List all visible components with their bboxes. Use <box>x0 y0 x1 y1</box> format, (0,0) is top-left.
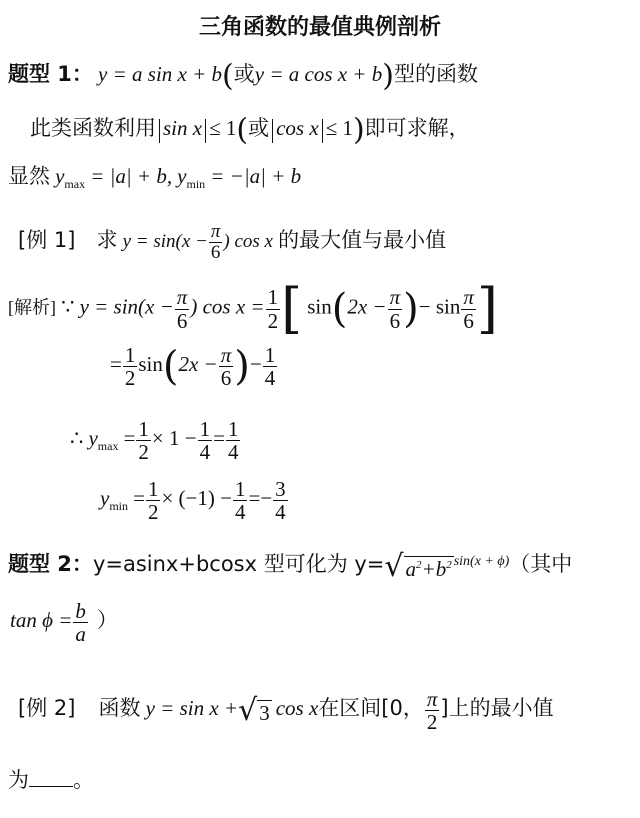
one-half: $\frac{1}{2}$ <box>147 477 159 525</box>
type1-or2: 或 <box>248 116 270 140</box>
ymin-rhs: × (−1) − <box>161 486 232 511</box>
example2-label: [例 2] <box>18 696 76 721</box>
example2-line2 <box>8 764 94 794</box>
abs-bar <box>322 119 323 143</box>
right-paren: ) <box>403 286 419 332</box>
minus-sin: − sin <box>418 294 461 319</box>
left-bracket: [ <box>281 277 303 340</box>
ymin-equation: = −|a| + b <box>210 164 302 188</box>
abs-cos: cos x <box>276 116 319 140</box>
solution-label: [解析] <box>8 297 56 318</box>
period: 。 <box>73 768 94 792</box>
minus: − <box>260 486 273 511</box>
pi-over-6: $\frac{\pi}{6}$ <box>176 285 188 333</box>
type2-text-pre: y=asinx+bcosx 型可化为 y= <box>92 552 385 576</box>
type1-line2-post: 即可求解， <box>364 116 470 140</box>
example2-question <box>18 688 554 733</box>
sin-phi: sin(x + ϕ) <box>453 554 510 569</box>
right-paren: ) <box>352 112 365 148</box>
interval-pre: 在区间[0， <box>318 696 424 721</box>
sin-word: sin <box>138 352 163 377</box>
one-quarter: $\frac{1}{4}$ <box>234 477 246 525</box>
equals: = <box>248 486 261 511</box>
therefore-symbol: ∴ <box>70 426 84 451</box>
left-paren: ( <box>236 112 249 148</box>
sqrt-3: √ 3 <box>238 692 270 728</box>
example1-label: [例 1] <box>18 227 76 252</box>
type1-line3-pre: 显然 <box>8 164 50 188</box>
abs-bar <box>159 119 160 143</box>
three-quarters: $\frac{3}{4}$ <box>275 477 286 525</box>
one-half: $\frac{1}{2}$ <box>124 343 136 391</box>
eq1-left: y = sin(x − <box>79 294 174 319</box>
y-min: $y_{min}$ <box>100 486 128 514</box>
type2-label: 题型 2： <box>8 552 93 576</box>
type2-text-post: （其中 <box>509 552 573 576</box>
left-paren: ( <box>222 58 234 94</box>
abs-sin: sin x <box>163 116 203 140</box>
ymax-rhs: × 1 − <box>151 426 197 451</box>
one-quarter: $\frac{1}{4}$ <box>264 343 276 391</box>
type1-formula-a: y = a sin x + b <box>98 62 223 86</box>
type1-heading <box>8 58 478 92</box>
example1-ask: 求 <box>96 227 118 252</box>
equals: = <box>213 426 225 451</box>
type2-heading <box>8 548 572 582</box>
pi-over-6: $\frac{\pi}{6}$ <box>220 343 232 391</box>
solution-ymax <box>70 418 241 463</box>
example1-fn-left: y = sin(x − <box>122 230 208 252</box>
abs-bar <box>272 119 273 143</box>
pi-over-6: $\frac{\pi}{6}$ <box>389 285 401 333</box>
type1-suffix: 型的函数 <box>393 62 478 86</box>
sqrt-a2-b2: √ $a^2+b^2$ <box>384 548 452 584</box>
type1-line2-pre: 此类函数利用 <box>30 116 156 140</box>
one-quarter: $\frac{1}{4}$ <box>199 417 211 465</box>
one-quarter: $\frac{1}{4}$ <box>227 417 239 465</box>
le-one: ≤ 1 <box>209 116 237 140</box>
b-over-a: $\frac{b}{a}$ <box>75 599 86 647</box>
answer-blank[interactable] <box>29 768 73 787</box>
two-x: 2x − <box>178 352 218 377</box>
example1-ask-post: 的最大值与最小值 <box>278 227 447 252</box>
type1-label: 题型 1： <box>8 62 93 86</box>
y-max: $y_{max}$ <box>88 426 119 454</box>
ymax-equation: = |a| + b, <box>90 164 173 188</box>
y-min: $y_{min}$ <box>177 164 206 191</box>
cos-x: cos x <box>275 696 319 721</box>
sin-word: sin <box>307 294 332 319</box>
example2-fn: y = sin x + <box>145 696 239 721</box>
solution-line1 <box>8 277 498 340</box>
left-paren: ( <box>162 343 179 390</box>
y-max: $y_{max}$ <box>55 164 86 191</box>
type1-formula-b: y = a cos x + b <box>254 62 383 86</box>
one-half: $\frac{1}{2}$ <box>267 285 279 333</box>
type2-line2 <box>10 600 118 645</box>
equals: = <box>133 486 145 511</box>
right-paren: ) <box>382 58 394 94</box>
tan-phi: tan ϕ = <box>10 608 73 633</box>
type1-line2 <box>30 112 470 146</box>
minus: − <box>249 352 262 377</box>
example2-text-pre: 函数 <box>98 696 141 721</box>
type1-or: 或 <box>233 62 255 86</box>
eq1-mid: ) cos x = <box>190 294 265 319</box>
one-half: $\frac{1}{2}$ <box>138 417 149 465</box>
solution-ymin <box>100 478 289 523</box>
type1-line3 <box>8 160 301 192</box>
pi-over-6: $\frac{\pi}{6}$ <box>210 221 221 263</box>
close-paren: ） <box>96 608 118 633</box>
solution-line2 <box>110 344 278 389</box>
left-paren: ( <box>331 286 348 332</box>
equals: = <box>123 426 136 451</box>
interval-post: ]上的最小值 <box>440 696 554 721</box>
page-title: 三角函数的最值典例剖析 <box>198 15 441 40</box>
example1-question <box>18 222 446 263</box>
le-one: ≤ 1 <box>325 116 353 140</box>
example2-line2-text: 为 <box>8 768 29 792</box>
example1-fn-right: ) cos x <box>223 230 273 252</box>
abs-bar <box>205 119 206 143</box>
because-symbol: ∵ <box>61 294 75 319</box>
pi-over-6: $\frac{\pi}{6}$ <box>463 285 474 333</box>
equals: = <box>110 352 122 377</box>
two-x: 2x − <box>347 294 387 319</box>
pi-over-2: $\frac{\pi}{2}$ <box>426 687 438 735</box>
right-bracket: ] <box>476 277 498 340</box>
right-paren: ) <box>234 343 250 390</box>
